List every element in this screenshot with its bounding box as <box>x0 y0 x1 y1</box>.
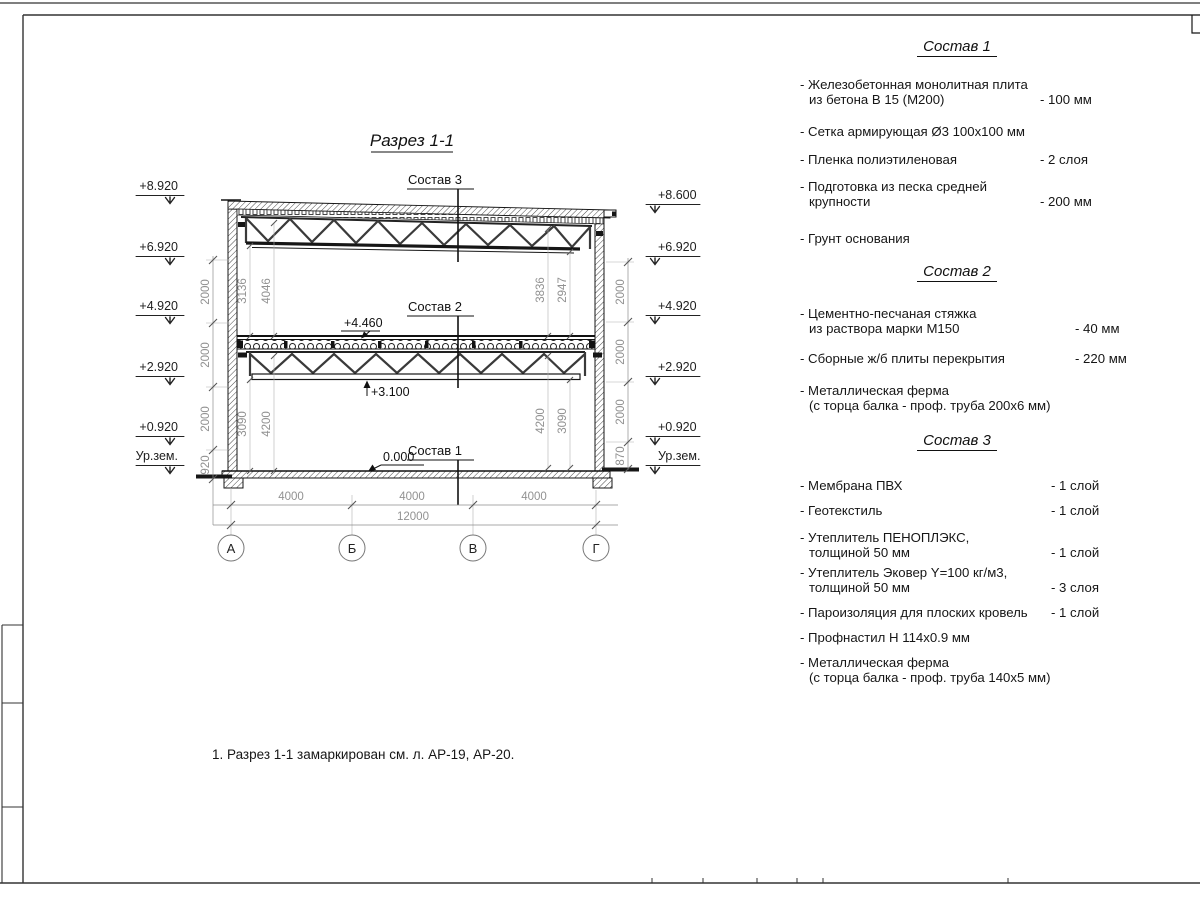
spec-item-label: - Пароизоляция для плоских кровель <box>800 605 1028 620</box>
spec-item-label2: из бетона В 15 (М200) <box>809 92 945 107</box>
foundation-left <box>224 478 243 488</box>
spec-item <box>800 383 1200 413</box>
spec-item-value: - 220 мм <box>1075 351 1127 366</box>
sheet-note: 1. Разрез 1-1 замаркирован см. л. АР-19, АР-20. <box>212 747 515 762</box>
svg-text:+6.920: +6.920 <box>139 240 178 254</box>
spec-item <box>800 503 1200 518</box>
label-sostav2: Состав 2 <box>408 299 462 314</box>
spec-item-label2: из раствора марки М150 <box>809 321 960 336</box>
dim-2947: 2947 <box>557 277 569 303</box>
spec-item <box>800 478 1200 493</box>
spec-item-label: - Металлическая ферма <box>800 655 949 670</box>
dim-4046: 4046 <box>261 278 273 304</box>
svg-text:+2.920: +2.920 <box>658 360 697 374</box>
dim-right-2000-3: 2000 <box>615 399 627 425</box>
spec-item-value: - 3 слоя <box>1051 580 1099 595</box>
spec-item-label: - Металлическая ферма <box>800 383 949 398</box>
level-0000: 0.000 <box>383 450 415 464</box>
axis-letter-b: Б <box>347 541 357 556</box>
elev-right-6920 <box>646 240 700 265</box>
dim-chain-right <box>606 258 634 473</box>
dim-4000-3: 4000 <box>521 491 547 503</box>
spec-item <box>800 655 1200 685</box>
elev-right-0920 <box>646 420 700 445</box>
elev-right-8600 <box>646 188 700 213</box>
spec-item-label: - Железобетонная монолитная плита <box>800 77 1028 92</box>
dim-left-2000-1: 2000 <box>200 279 212 305</box>
dim-4200-left: 4200 <box>261 411 273 437</box>
spec-item <box>800 77 1200 107</box>
spec-item-value: - 1 слой <box>1051 503 1100 518</box>
binding-marks <box>2 625 23 883</box>
spec-item <box>800 152 1200 167</box>
spec-item <box>800 605 1200 620</box>
dim-12000: 12000 <box>397 511 429 523</box>
spec-item <box>800 306 1200 336</box>
svg-text:+8.600: +8.600 <box>658 188 697 202</box>
spec-item-label: - Сборные ж/б плиты перекрытия <box>800 351 1005 366</box>
elev-left-ground <box>136 449 184 474</box>
spec-item-label: - Подготовка из песка средней <box>800 179 987 194</box>
elev-right-2920 <box>646 360 700 385</box>
spec-item-label2: (с торца балка - проф. труба 140x5 мм) <box>809 670 1051 685</box>
floor-truss-web <box>250 354 585 373</box>
dim-4000-2: 4000 <box>399 491 425 503</box>
roof-bearing-right <box>596 231 603 236</box>
elevation-marks-right <box>646 188 700 474</box>
dim-4200-right: 4200 <box>535 408 547 434</box>
spec-item-label2: толщиной 50 мм <box>809 545 910 560</box>
spec-item-label: - Мембрана ПВХ <box>800 478 903 493</box>
spec-item-label2: толщиной 50 мм <box>809 580 910 595</box>
elev-left-8920 <box>136 179 184 204</box>
spec-item <box>800 565 1200 595</box>
elev-left-0920 <box>136 420 184 445</box>
spec-section1-title: Состав 1 <box>792 38 1122 55</box>
spec-item <box>800 179 1200 209</box>
elevation-marks-left <box>136 179 184 474</box>
dim-right-2000-2: 2000 <box>615 339 627 365</box>
axis-letter-v: В <box>468 541 478 556</box>
dim-right-870: 870 <box>615 446 627 466</box>
corner-stamp-box <box>1192 15 1200 33</box>
svg-text:+8.920: +8.920 <box>139 179 178 193</box>
spec-item <box>800 124 1200 139</box>
axis-letter-a: А <box>226 541 236 556</box>
elev-left-6920 <box>136 240 184 265</box>
elev-right-ground <box>646 449 700 474</box>
svg-text:+0.920: +0.920 <box>658 420 697 434</box>
spec-item-value: - 1 слой <box>1051 605 1100 620</box>
dim-4000-1: 4000 <box>278 491 304 503</box>
drawing-title: Разрез 1-1 <box>369 131 455 150</box>
dim-3136: 3136 <box>237 278 249 304</box>
dim-3836: 3836 <box>535 277 547 303</box>
dim-left-920: 920 <box>200 455 212 475</box>
svg-text:+0.920: +0.920 <box>139 420 178 434</box>
floor-bearing-left <box>238 353 247 358</box>
axis-letter-g: Г <box>592 541 600 556</box>
spec-item-label: - Геотекстиль <box>800 503 883 518</box>
level-4460: +4.460 <box>344 316 383 330</box>
spec-item-label: - Цементно-песчаная стяжка <box>800 306 977 321</box>
level-3100: +3.100 <box>371 385 410 399</box>
spec-item <box>800 630 1200 645</box>
ground-line-right <box>602 468 639 472</box>
dim-3090-left: 3090 <box>237 411 249 437</box>
spec-item <box>800 351 1200 366</box>
spec-item-value: - 1 слой <box>1051 545 1100 560</box>
label-sostav1: Состав 1 <box>408 443 462 458</box>
spec-item <box>800 231 1200 246</box>
dim-left-2000-2: 2000 <box>200 342 212 368</box>
spec-item-value: - 1 слой <box>1051 478 1100 493</box>
spec-item-label: - Пленка полиэтиленовая <box>800 152 957 167</box>
spec-item-label: - Грунт основания <box>800 231 910 246</box>
spec-item-value: - 2 слоя <box>1040 152 1088 167</box>
spec-item-label: - Утеплитель Эковер Y=100 кг/м3, <box>800 565 1008 580</box>
roof-assembly <box>221 200 617 224</box>
label-sostav3: Состав 3 <box>408 172 462 187</box>
dim-3090-right: 3090 <box>557 408 569 434</box>
dim-right-2000-1: 2000 <box>615 279 627 305</box>
spec-item-value: - 200 мм <box>1040 194 1092 209</box>
floor-bearing-right <box>593 353 602 358</box>
spec-section2-title: Состав 2 <box>792 263 1122 280</box>
elev-left-2920 <box>136 360 184 385</box>
left-wall <box>228 203 237 472</box>
spec-item-label2: (с торца балка - проф. труба 200x6 мм) <box>809 398 1051 413</box>
spec-item-label: - Профнастил Н 114x0.9 мм <box>800 630 970 645</box>
spec-item-label: - Сетка армирующая Ø3 100x100 мм <box>800 124 1025 139</box>
floor-hollow-core-slab <box>237 340 595 350</box>
spec-item-value: - 40 мм <box>1075 321 1120 336</box>
spec-item-value: - 100 мм <box>1040 92 1092 107</box>
svg-text:Ур.зем.: Ур.зем. <box>135 449 178 463</box>
spec-item-label: - Утеплитель ПЕНОПЛЭКС, <box>800 530 970 545</box>
spec-section3-title: Состав 3 <box>792 432 1122 449</box>
ground-slab <box>196 468 639 489</box>
svg-text:Ур.зем.: Ур.зем. <box>658 449 701 463</box>
floor-slab-on-grade <box>222 471 610 478</box>
foundation-right <box>593 478 612 488</box>
roof-edge-block <box>612 212 617 217</box>
svg-text:+4.920: +4.920 <box>139 299 178 313</box>
elev-right-4920 <box>646 299 700 324</box>
floor-truss-bottom-chord <box>252 374 580 380</box>
roof-bearing-left <box>238 222 245 227</box>
dim-left-2000-3: 2000 <box>200 406 212 432</box>
floor-slab <box>237 336 595 349</box>
svg-text:+6.920: +6.920 <box>658 240 697 254</box>
spec-item-label2: крупности <box>809 194 871 209</box>
right-wall <box>595 213 604 472</box>
svg-text:+2.920: +2.920 <box>139 360 178 374</box>
spec-item <box>800 530 1200 560</box>
dims-bottom <box>213 488 618 535</box>
elev-left-4920 <box>136 299 184 324</box>
axis-bubbles <box>218 535 609 561</box>
svg-text:+4.920: +4.920 <box>658 299 697 313</box>
